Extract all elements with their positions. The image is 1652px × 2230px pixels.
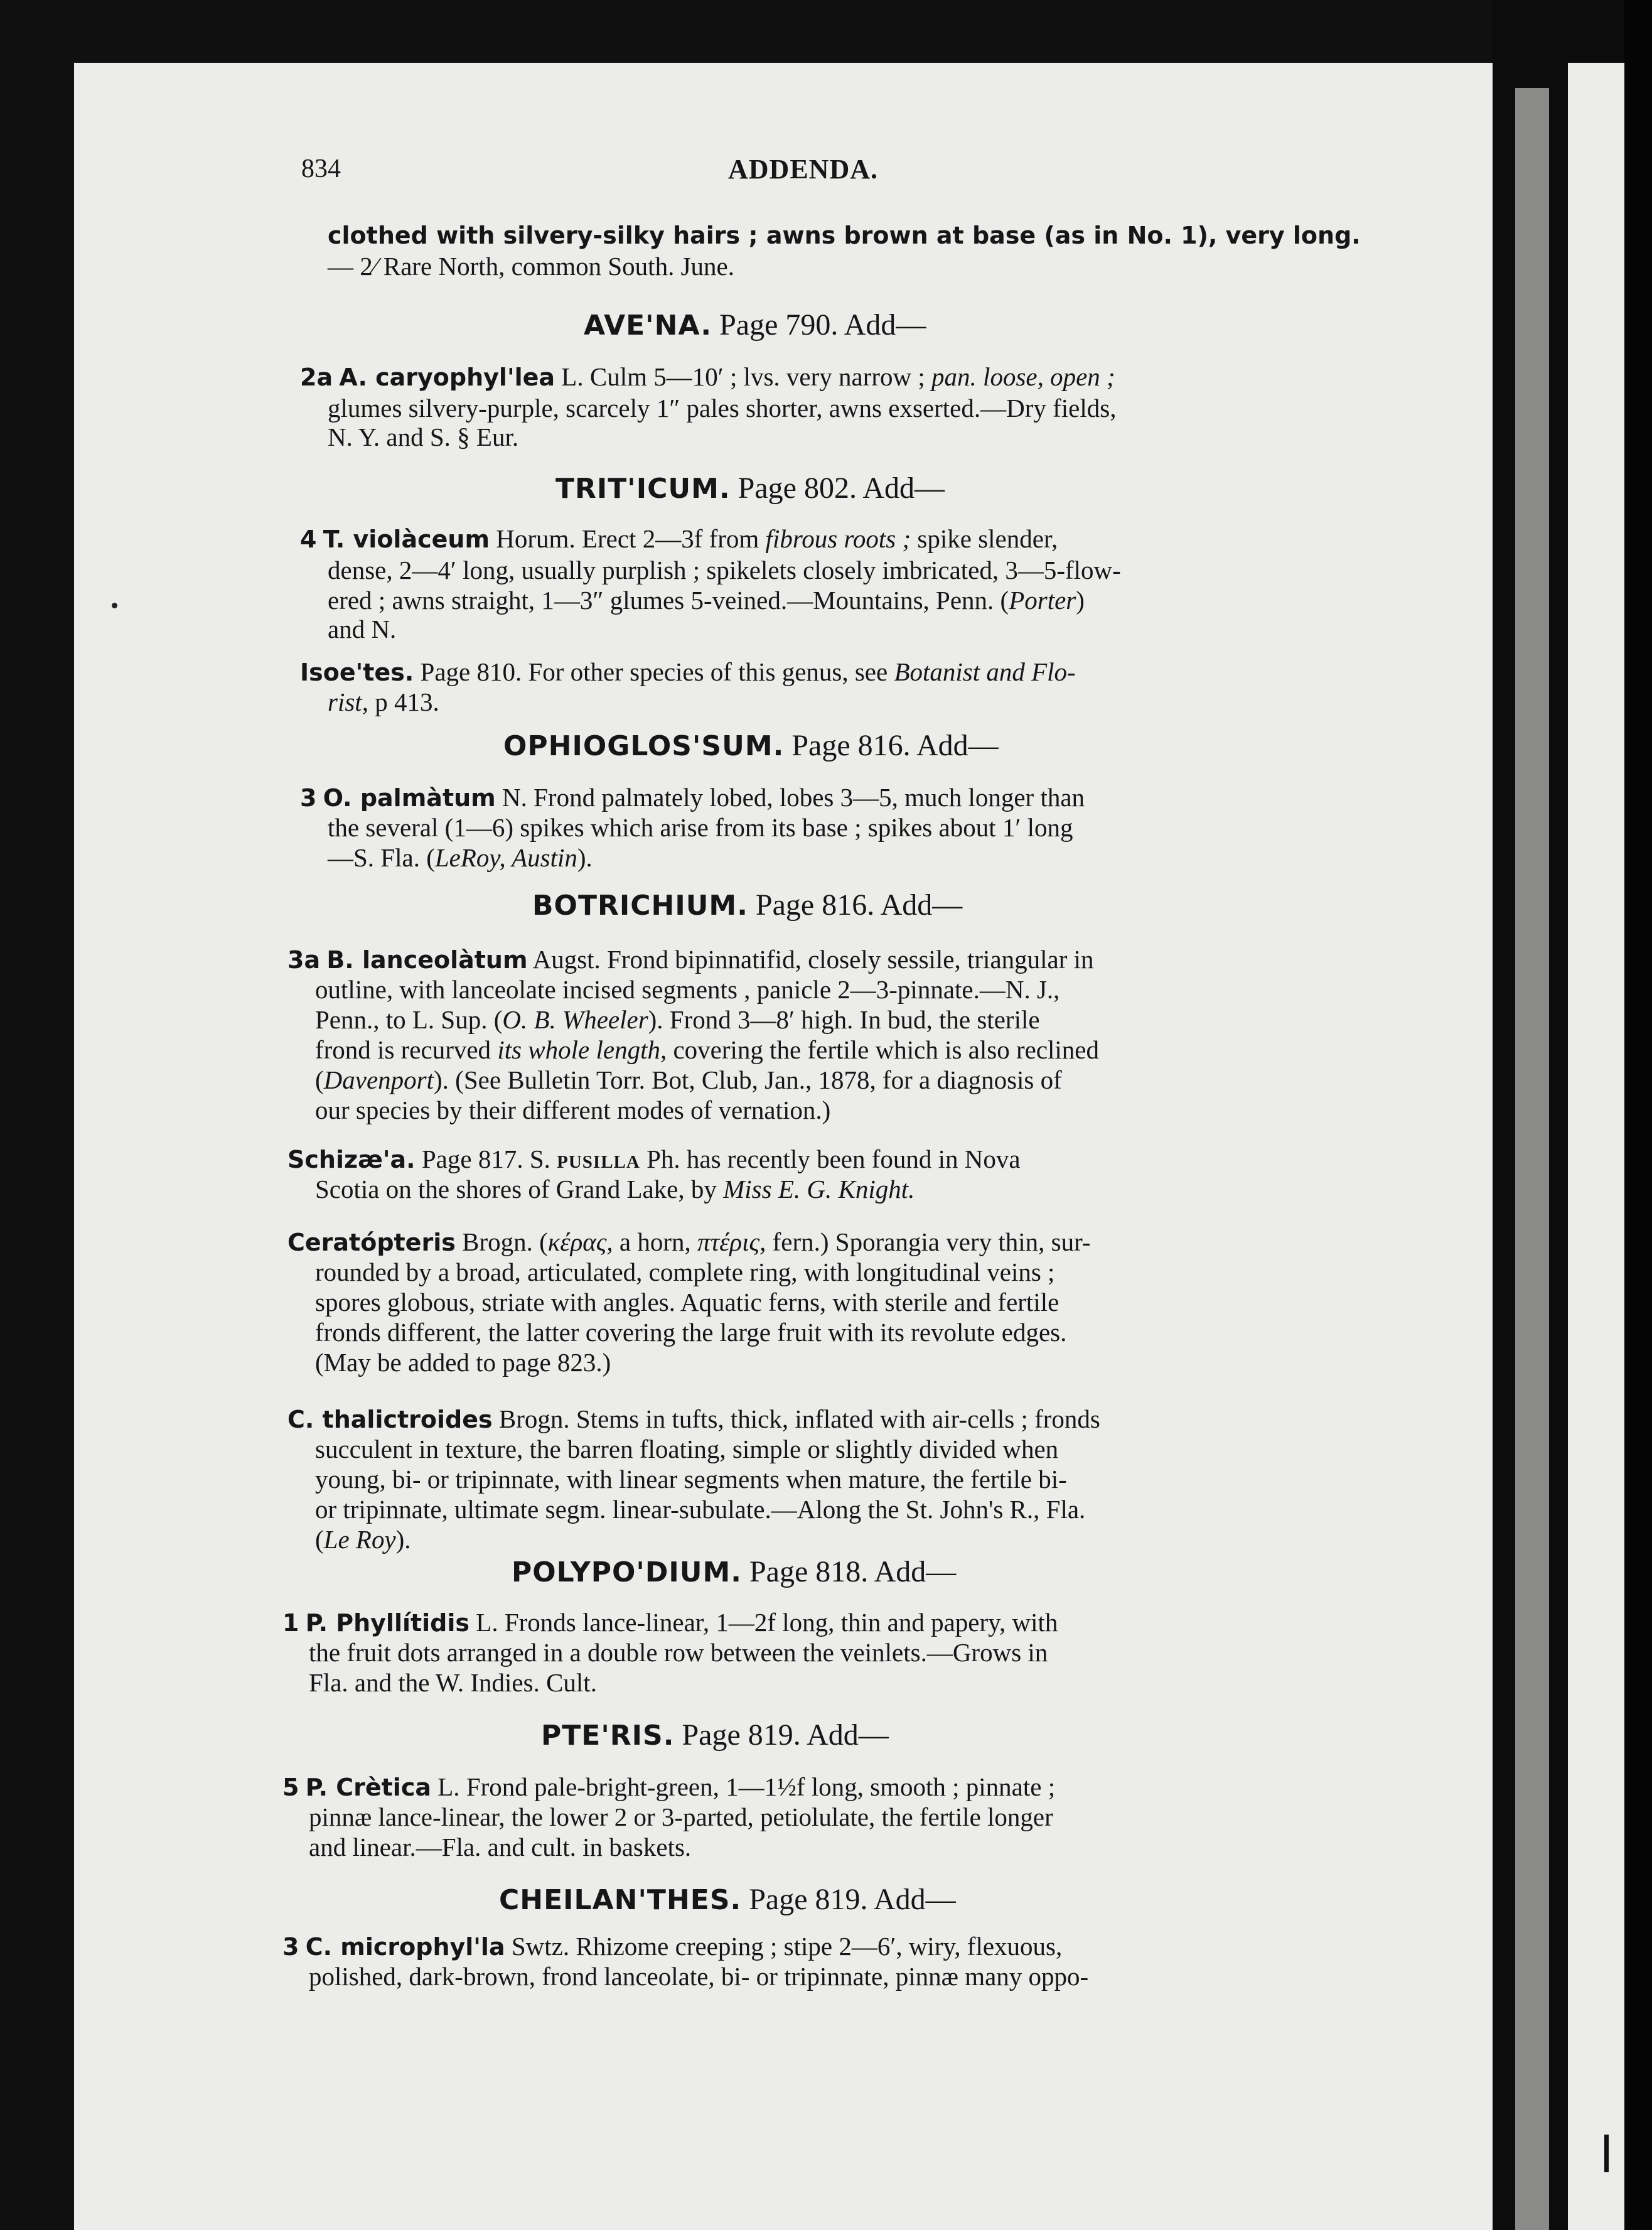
ink-speck xyxy=(112,603,117,608)
text-line: young, bi- or tripinnate, with linear segments when mature, the fertile bi- xyxy=(315,1465,1067,1494)
text-line: (Davenport). (See Bulletin Torr. Bot, Club, Jan., 1878, for a diagnosis of xyxy=(315,1065,1062,1094)
species-entry-line: 5 P. Crètica L. Frond pale-bright-green, 1—1½f long, smooth ; pinnate ; xyxy=(282,1772,1056,1801)
genus-heading-cheilanthes: CHEILAN'THES. Page 819. Add— xyxy=(499,1883,956,1916)
text-line: Fla. and the W. Indies. Cult. xyxy=(309,1668,597,1697)
text-line: N. Y. and S. § Eur. xyxy=(328,423,519,451)
text-line: our species by their different modes of vernation.) xyxy=(315,1096,831,1124)
text-line: or tripinnate, ultimate segm. linear-subulate.—Along the St. John's R., Fla. xyxy=(315,1495,1086,1524)
text-line: pinnæ lance-linear, the lower 2 or 3-parted, petiolulate, the fertile longer xyxy=(309,1802,1053,1831)
species-entry-line: 3a B. lanceolàtum Augst. Frond bipinnatifid, closely sessile, triangular in xyxy=(287,945,1094,974)
text-line: fronds different, the latter covering the large fruit with its revolute edges. xyxy=(315,1318,1067,1347)
text-line: frond is recurved its whole length, covering the fertile which is also reclined xyxy=(315,1035,1099,1064)
species-entry-line: Ceratópteris Brogn. (κέρας, a horn, πτέρις, fern.) Sporangia very thin, sur- xyxy=(287,1227,1091,1256)
text-line: (Le Roy). xyxy=(315,1525,411,1554)
genus-heading-botrichium: BOTRICHIUM. Page 816. Add— xyxy=(532,888,963,922)
text-line: polished, dark-brown, frond lanceolate, bi- or tripinnate, pinnæ many oppo- xyxy=(309,1962,1089,1991)
text-line: Penn., to L. Sup. (O. B. Wheeler). Frond 3—8′ high. In bud, the sterile xyxy=(315,1005,1040,1034)
text-line: the several (1—6) spikes which arise from its base ; spikes about 1′ long xyxy=(328,813,1073,842)
page-number: 834 xyxy=(301,154,341,183)
text-line: succulent in texture, the barren floating, simple or slightly divided when xyxy=(315,1435,1059,1463)
genus-heading-avena: AVE'NA. Page 790. Add— xyxy=(584,308,926,342)
running-title: ADDENDA. xyxy=(728,154,878,185)
species-entry-line: C. thalictroides Brogn. Stems in tufts, thick, inflated with air-cells ; fronds xyxy=(287,1404,1100,1433)
scan-edge xyxy=(1493,0,1652,2230)
genus-heading-pteris: PTE'RIS. Page 819. Add— xyxy=(541,1718,889,1752)
genus-heading-ophioglossum: OPHIOGLOS'SUM. Page 816. Add— xyxy=(503,729,999,762)
species-entry-line: 4 T. violàceum Horum. Erect 2—3f from fibrous roots ; spike slender, xyxy=(300,524,1058,553)
species-entry-line: 1 P. Phyllítidis L. Fronds lance-linear, 1—2f long, thin and papery, with xyxy=(282,1608,1058,1637)
genus-heading-triticum: TRIT'ICUM. Page 802. Add— xyxy=(555,471,945,505)
text-line: (May be added to page 823.) xyxy=(315,1348,611,1377)
text-line: rounded by a broad, articulated, complete ring, with longitudinal veins ; xyxy=(315,1258,1055,1286)
text-line: — 2⁄ Rare North, common South. June. xyxy=(328,252,734,281)
text-line: clothed with silvery-silky hairs ; awns brown at base (as in No. 1), very long. xyxy=(328,222,1361,249)
text-line: and linear.—Fla. and cult. in baskets. xyxy=(309,1833,692,1861)
species-entry-line: 3 C. microphyl'la Swtz. Rhizome creeping ; stipe 2—6′, wiry, flexuous, xyxy=(282,1932,1063,1961)
text-line: rist, p 413. xyxy=(328,687,439,716)
text-line: —S. Fla. (LeRoy, Austin). xyxy=(328,843,593,872)
species-entry-line: Schizæ'a. Page 817. S. pusilla Ph. has recently been found in Nova xyxy=(287,1145,1021,1173)
species-entry-line: Isoe'tes. Page 810. For other species of this genus, see Botanist and Flo- xyxy=(300,657,1076,686)
text-line: dense, 2—4′ long, usually purplish ; spikelets closely imbricated, 3—5-flow- xyxy=(328,556,1121,584)
text-line: Scotia on the shores of Grand Lake, by Miss E. G. Knight. xyxy=(315,1175,915,1204)
text-line: the fruit dots arranged in a double row between the veinlets.—Grows in xyxy=(309,1638,1048,1667)
text-line: and N. xyxy=(328,615,397,644)
genus-heading-polypodium: POLYPO'DIUM. Page 818. Add— xyxy=(512,1555,957,1588)
species-entry-line: 3 O. palmàtum N. Frond palmately lobed, lobes 3—5, much longer than xyxy=(300,783,1085,812)
text-line: outline, with lanceolate incised segments , panicle 2—3-pinnate.—N. J., xyxy=(315,975,1060,1004)
species-entry-line: 2a A. caryophyl'lea L. Culm 5—10′ ; lvs. very narrow ; pan. loose, open ; xyxy=(300,362,1115,391)
text-line: ered ; awns straight, 1—3″ glumes 5-veined.—Mountains, Penn. (Porter) xyxy=(328,586,1085,615)
text-line: glumes silvery-purple, scarcely 1″ pales shorter, awns exserted.—Dry fields, xyxy=(328,394,1117,423)
text-line: spores globous, striate with angles. Aquatic ferns, with sterile and fertile xyxy=(315,1288,1059,1317)
